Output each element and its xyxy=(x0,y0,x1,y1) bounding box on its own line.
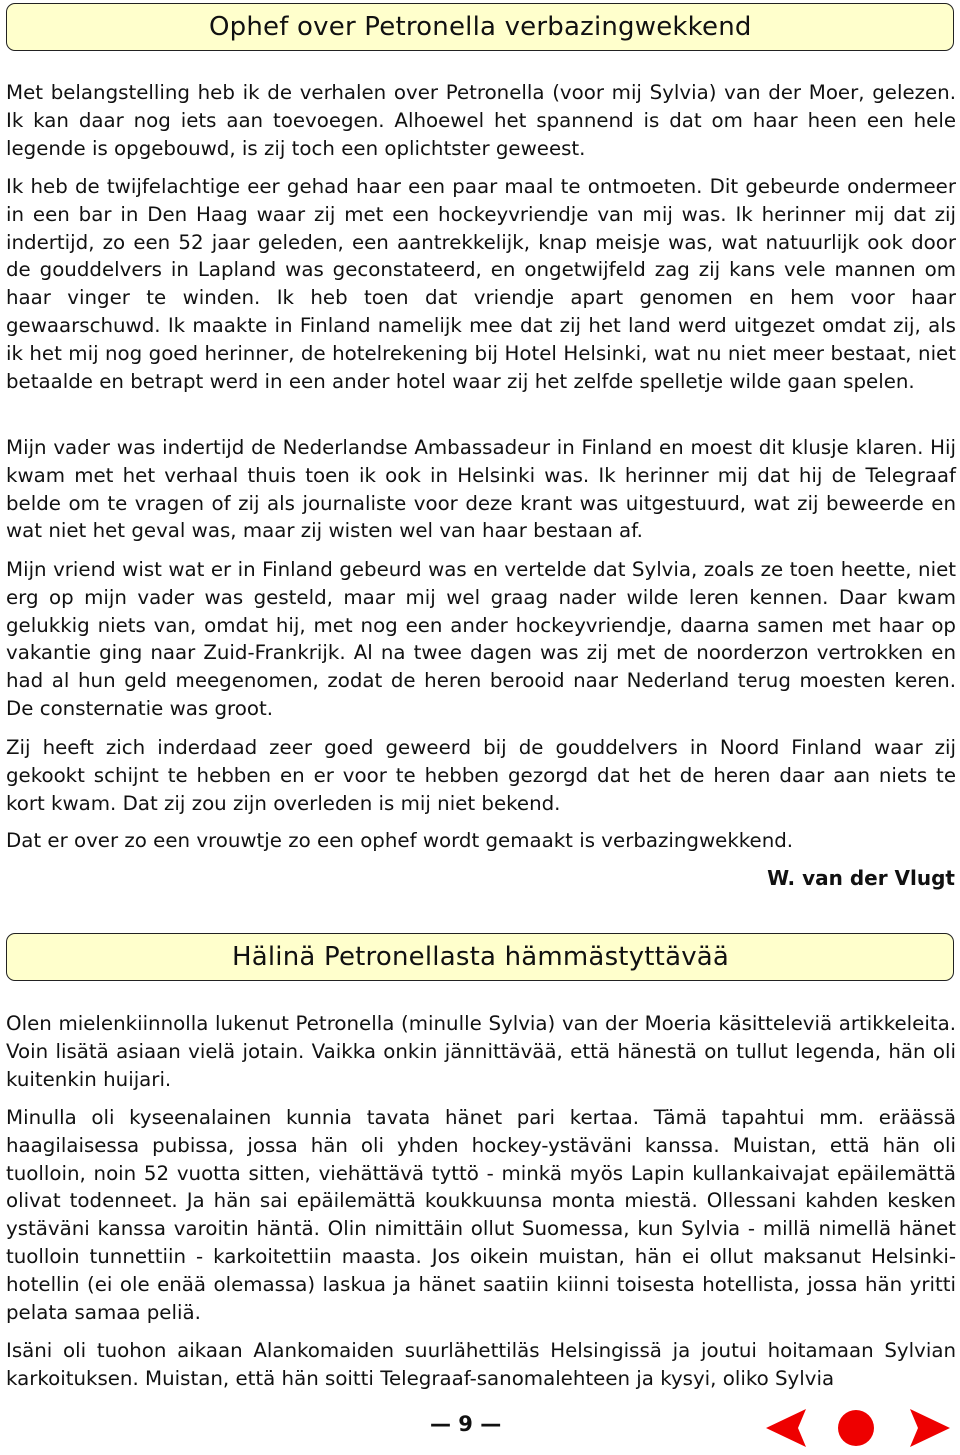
section-title-nl: Ophef over Petronella verbazingwekkend xyxy=(209,12,752,42)
next-arrow-icon[interactable] xyxy=(906,1406,954,1450)
paragraph-nl-4: Mijn vriend wist wat er in Finland gebeurd was en vertelde dat Sylvia, zoals ze toen heette, niet erg op mijn vader was gesteld, maar mij wel graag nader wilde leren kennen. Daar kwam gelukkig niets van, omdat hij, met nog een ander hockeyvriendje, daarna samen met haar op vakantie ging naar Zuid-Frankrijk. Al na twee dagen was zij met de noorderzon vertrokken en had al hun geld meegenomen, zodat de heren berooid naar Nederland terug moesten keren. De consternatie was groot. xyxy=(6,558,956,720)
section-title-fi: Hälinä Petronellasta hämmästyttävää xyxy=(232,942,730,972)
paragraph-nl-5: Zij heeft zich inderdaad zeer goed geweerd bij de gouddelvers in Noord Finland waar zij gekookt schijnt te hebben en er voor te hebben gezorgd dat het de heren daar aan niets te kort kwam. Dat zij zou zijn overleden is mij niet bekend. xyxy=(6,736,956,815)
paragraph-fi-1: Olen mielenkiinnolla lukenut Petronella (minulle Sylvia) van der Moeria käsitteleviä artikkeleita. Voin lisätä asiaan vielä jotain. Vaikka onkin jännittävää, että hänestä on tullut legenda, hän oli kuitenkin huijari. xyxy=(6,1012,956,1091)
previous-arrow-icon[interactable] xyxy=(762,1406,810,1450)
title-box-fi xyxy=(6,933,954,981)
title-box-nl xyxy=(6,3,954,51)
author-signature: W. van der Vlugt xyxy=(767,866,955,890)
paragraph-nl-6: Dat er over zo een vrouwtje zo een ophef wordt gemaakt is verbazingwekkend. xyxy=(6,829,794,852)
paragraph-nl-1: Met belangstelling heb ik de verhalen over Petronella (voor mij Sylvia) van der Moer, gelezen. Ik kan daar nog iets aan toevoegen. Alhoewel het spannend is dat om haar heen een hele legende is opgebouwd, is zij toch een oplichtster geweest. xyxy=(6,81,956,160)
paragraph-fi-3: Isäni oli tuohon aikaan Alankomaiden suurlähettiläs Helsingissä ja joutui hoitamaan Sylvian karkoituksen. Muistan, että hän soitti Telegraaf-sanomalehteen ja kysyi, oliko Sylvia xyxy=(6,1339,956,1390)
paragraph-fi-2: Minulla oli kyseenalainen kunnia tavata hänet pari kertaa. Tämä tapahtui mm. eräässä haagilaisessa pubissa, jossa hän oli yhden hockey-ystäväni kanssa. Muistan, että hän oli tuolloin, noin 52 vuotta sitten, viehättävä tyttö - minkä myös Lapin kullankaivajat epäilemättä olivat todenneet. Ja hän sai epäilemättä koukkuunsa monta miestä. Ollessani kahden kesken ystäväni kanssa varoitin häntä. Olin nimittäin ollut Suomessa, kun Sylvia - millä nimellä hänet tuolloin tunnettiin - karkoitettiin maasta. Jos oikein muistan, hän ei ollut maksanut Helsinki-hotellin (ei ole enää olemassa) laskua ja hänet saatiin kiinni toisesta hotellista, jossa hän yritti pelata samaa peliä. xyxy=(6,1106,956,1324)
page-number: — 9 — xyxy=(430,1412,502,1436)
paragraph-nl-2: Ik heb de twijfelachtige eer gehad haar een paar maal te ontmoeten. Dit gebeurde ondermeer in een bar in Den Haag waar zij met een hockeyvriendje van mij was. Ik herinner mij dat zij indertijd, zo een 52 jaar geleden, een aantrekkelijk, knap meisje was, wat natuurlijk ook door de gouddelvers in Lapland was geconstateerd, en ongetwijfeld zag zij kans vele mannen om haar vinger te winden. Ik heb toen dat vriendje apart genomen en hem voor haar gewaarschuwd. Ik maakte in Finland namelijk mee dat zij het land werd uitgezet omdat zij, als ik het mij nog goed herinner, de hotelrekening bij Hotel Helsinki, wat nu niet meer bestaat, niet betaalde en betrapt werd in een ander hotel waar zij het zelfde spelletje wilde gaan spelen. xyxy=(6,175,956,393)
paragraph-nl-3: Mijn vader was indertijd de Nederlandse Ambassadeur in Finland en moest dit klusje klaren. Hij kwam met het verhaal thuis toen ik ook in Helsinki was. Ik herinner mij dat hij de Telegraaf belde om te vragen of zij als journaliste voor deze krant was uitgestuurd, wat zij beweerde en wat niet het geval was, maar zij wisten wel van haar bestaan af. xyxy=(6,436,956,543)
stop-circle-icon[interactable] xyxy=(835,1406,877,1450)
